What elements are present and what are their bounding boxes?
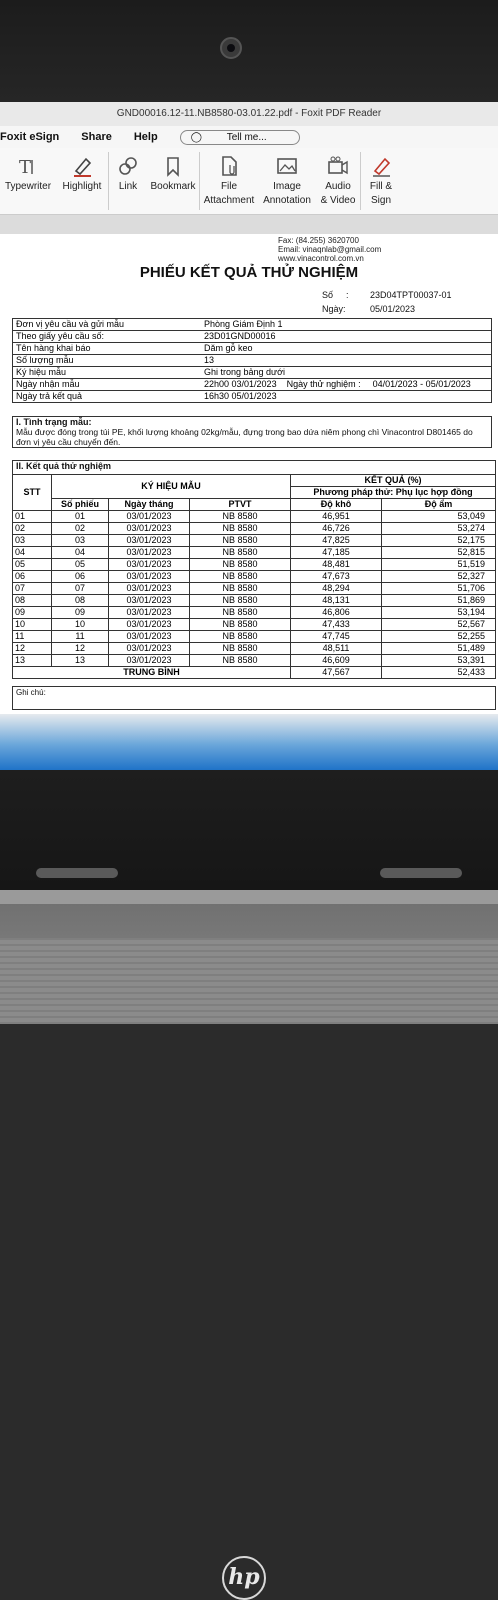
- menu-help[interactable]: Help: [133, 131, 158, 143]
- fax-line: Fax: (84.255) 3620700: [278, 236, 359, 245]
- hp-logo: hp: [222, 1556, 266, 1600]
- info-key: Ký hiệu mẫu: [13, 367, 180, 379]
- header-stt: STT: [13, 475, 52, 511]
- header-so-phieu: Số phiếu: [52, 499, 109, 511]
- ribbon-toolbar: [0, 148, 498, 215]
- cell-ptvt: NB 8580: [190, 643, 291, 655]
- cell-so-phieu: 11: [52, 631, 109, 643]
- cell-do-am: 53,049: [382, 511, 496, 523]
- header-ket-qua: KẾT QUẢ (%): [291, 475, 496, 487]
- info-row: [13, 319, 492, 331]
- info-key: Số lượng mẫu: [13, 355, 180, 367]
- info-value-text: Phòng Giám Định 1: [204, 319, 283, 329]
- image-annotation-label: Image Annotation: [263, 181, 311, 206]
- cell-ngay-thang: 03/01/2023: [109, 655, 190, 667]
- sample-info-table: [12, 318, 492, 403]
- section2-title: II. Kết quả thử nghiệm: [12, 460, 496, 474]
- cell-do-am: 52,175: [382, 535, 496, 547]
- cell-ptvt: NB 8580: [190, 511, 291, 523]
- cell-so-phieu: 02: [52, 523, 109, 535]
- info-key: Tên hàng khai báo: [13, 343, 180, 355]
- typewriter-button[interactable]: [0, 148, 56, 194]
- window-titlebar: [0, 102, 498, 126]
- cell-ngay-thang: 03/01/2023: [109, 535, 190, 547]
- note-box: [12, 686, 496, 710]
- cell-do-kho: 47,185: [291, 547, 382, 559]
- cell-so-phieu: 03: [52, 535, 109, 547]
- cell-ptvt: NB 8580: [190, 655, 291, 667]
- ngay-label: Ngày:: [322, 304, 346, 314]
- info-value-text: Ghi trong bảng dưới: [204, 367, 285, 377]
- cell-stt: 10: [13, 619, 52, 631]
- cell-so-phieu: 10: [52, 619, 109, 631]
- menu-share[interactable]: Share: [81, 131, 112, 143]
- cell-do-kho: 48,294: [291, 583, 382, 595]
- cell-do-am: 52,567: [382, 619, 496, 631]
- section1-title: I. Tình trạng mẫu:: [16, 417, 92, 427]
- cell-stt: 04: [13, 547, 52, 559]
- info-value: [179, 367, 492, 379]
- hinge-right: [380, 868, 462, 878]
- laptop-top-bezel: [0, 0, 498, 102]
- table-row: [13, 559, 496, 571]
- cell-ngay-thang: 03/01/2023: [109, 547, 190, 559]
- website-line: www.vinacontrol.com.vn: [278, 254, 364, 263]
- cell-ptvt: NB 8580: [190, 571, 291, 583]
- info-value-text: 13: [204, 355, 215, 365]
- cell-stt: 09: [13, 607, 52, 619]
- cell-do-am: 52,255: [382, 631, 496, 643]
- note-label: Ghi chú:: [16, 688, 46, 697]
- audio-video-label: Audio & Video: [320, 181, 356, 206]
- highlight-icon: [70, 154, 94, 178]
- cell-do-am: 51,706: [382, 583, 496, 595]
- cell-do-am: 53,391: [382, 655, 496, 667]
- file-attachment-icon: [217, 154, 241, 178]
- contact-block: [278, 236, 381, 263]
- info-value-text: 23D01GND00016: [204, 331, 276, 341]
- info-key: Ngày trả kết quả: [13, 391, 180, 403]
- so-label: Số: [322, 290, 334, 300]
- cell-ptvt: NB 8580: [190, 607, 291, 619]
- info-row: [13, 331, 492, 343]
- cell-so-phieu: 07: [52, 583, 109, 595]
- bookmark-label: Bookmark: [150, 181, 196, 192]
- cell-stt: 13: [13, 655, 52, 667]
- cell-stt: 07: [13, 583, 52, 595]
- document-title: PHIẾU KẾT QUẢ THỬ NGHIỆM: [139, 264, 359, 281]
- table-row: [13, 523, 496, 535]
- table-row: [13, 631, 496, 643]
- link-icon: [116, 154, 140, 178]
- speaker-grille: [0, 938, 498, 1024]
- link-button[interactable]: [109, 148, 147, 194]
- table-row: [13, 535, 496, 547]
- fill-sign-label: Fill & Sign: [369, 181, 393, 206]
- table-row: [13, 655, 496, 667]
- cell-ngay-thang: 03/01/2023: [109, 619, 190, 631]
- results-table: [12, 474, 496, 679]
- info-row: [13, 391, 492, 403]
- info-secondary-label: Ngày thử nghiệm :: [286, 379, 361, 389]
- so-value: 23D04TPT00037-01: [370, 290, 452, 300]
- cell-ptvt: NB 8580: [190, 595, 291, 607]
- cell-stt: 06: [13, 571, 52, 583]
- cell-ngay-thang: 03/01/2023: [109, 631, 190, 643]
- table-row: [13, 619, 496, 631]
- info-value-text: 16h30 05/01/2023: [204, 391, 277, 401]
- cell-do-am: 52,327: [382, 571, 496, 583]
- table-row: [13, 511, 496, 523]
- hinge-left: [36, 868, 118, 878]
- cell-so-phieu: 05: [52, 559, 109, 571]
- cell-ngay-thang: 03/01/2023: [109, 511, 190, 523]
- info-value: [179, 319, 492, 331]
- info-value: [179, 343, 492, 355]
- cell-do-am: 51,869: [382, 595, 496, 607]
- header-ptvt: PTVT: [190, 499, 291, 511]
- cell-stt: 12: [13, 643, 52, 655]
- cell-so-phieu: 13: [52, 655, 109, 667]
- cell-so-phieu: 12: [52, 643, 109, 655]
- cell-do-kho: 48,511: [291, 643, 382, 655]
- bookmark-button[interactable]: [147, 148, 199, 194]
- document-gutter: [0, 215, 498, 235]
- cell-ptvt: NB 8580: [190, 583, 291, 595]
- tell-me-search[interactable]: [180, 130, 300, 145]
- email-line: Email: vinaqnlab@gmail.com: [278, 245, 382, 254]
- cell-do-am: 53,194: [382, 607, 496, 619]
- info-row: [13, 367, 492, 379]
- cell-stt: 01: [13, 511, 52, 523]
- image-annotation-icon: [275, 154, 299, 178]
- cell-do-kho: 47,673: [291, 571, 382, 583]
- menu-foxit-esign[interactable]: Foxit eSign: [0, 131, 60, 143]
- cell-stt: 05: [13, 559, 52, 571]
- cell-ngay-thang: 03/01/2023: [109, 607, 190, 619]
- cell-ngay-thang: 03/01/2023: [109, 571, 190, 583]
- info-secondary-value: 04/01/2023 - 05/01/2023: [372, 379, 471, 389]
- file-attachment-button[interactable]: [200, 148, 258, 208]
- cell-ngay-thang: 03/01/2023: [109, 523, 190, 535]
- cell-do-am: 51,519: [382, 559, 496, 571]
- table-row: [13, 595, 496, 607]
- cell-ptvt: NB 8580: [190, 559, 291, 571]
- cell-ptvt: NB 8580: [190, 619, 291, 631]
- info-row: [13, 379, 492, 391]
- cell-ngay-thang: 03/01/2023: [109, 643, 190, 655]
- table-row: [13, 643, 496, 655]
- typewriter-icon: [16, 154, 40, 178]
- typewriter-label: Typewriter: [4, 181, 52, 192]
- file-attachment-label: File Attachment: [203, 181, 255, 206]
- window-title: GND00016.12-11.NB8580-03.01.22.pdf - Foxit PDF Reader: [116, 108, 382, 119]
- info-value: [179, 379, 492, 391]
- sample-condition-section: [12, 416, 492, 448]
- info-key: Ngày nhận mẫu: [13, 379, 180, 391]
- cell-do-kho: 47,433: [291, 619, 382, 631]
- fill-sign-icon: [369, 154, 393, 178]
- cell-so-phieu: 06: [52, 571, 109, 583]
- table-row: [13, 583, 496, 595]
- header-ky-hieu: KÝ HIỆU MẪU: [52, 475, 291, 499]
- ngay-value: 05/01/2023: [370, 304, 416, 314]
- header-do-kho: Độ khô: [291, 499, 382, 511]
- info-key: Theo giấy yêu cầu số:: [13, 331, 180, 343]
- so-colon: :: [346, 290, 349, 300]
- info-value: [179, 355, 492, 367]
- cell-do-kho: 47,825: [291, 535, 382, 547]
- highlight-button[interactable]: [56, 148, 108, 194]
- desktop-wallpaper-strip: [0, 714, 498, 770]
- info-value-text: Dăm gỗ keo: [204, 343, 253, 353]
- info-value: [179, 391, 492, 403]
- header-phuong-phap: Phương pháp thử: Phụ lục hợp đồng: [291, 487, 496, 499]
- average-do-kho: 47,567: [291, 667, 382, 679]
- cell-ngay-thang: 03/01/2023: [109, 559, 190, 571]
- cell-do-am: 53,274: [382, 523, 496, 535]
- svg-text:T: T: [19, 157, 32, 177]
- cell-do-am: 52,815: [382, 547, 496, 559]
- cell-ngay-thang: 03/01/2023: [109, 583, 190, 595]
- info-row: [13, 355, 492, 367]
- cell-do-kho: 48,131: [291, 595, 382, 607]
- cell-ptvt: NB 8580: [190, 631, 291, 643]
- cell-do-kho: 46,609: [291, 655, 382, 667]
- audio-video-icon: [326, 154, 350, 178]
- pdf-page: [0, 234, 498, 714]
- highlight-label: Highlight: [62, 181, 102, 192]
- average-do-am: 52,433: [382, 667, 496, 679]
- image-annotation-button[interactable]: [258, 148, 316, 208]
- table-row: [13, 547, 496, 559]
- deck-edge: [0, 890, 498, 904]
- audio-video-button[interactable]: [316, 148, 360, 208]
- cell-so-phieu: 01: [52, 511, 109, 523]
- cell-ptvt: NB 8580: [190, 535, 291, 547]
- tell-me-label: Tell me...: [226, 131, 267, 143]
- cell-ngay-thang: 03/01/2023: [109, 595, 190, 607]
- webcam: [220, 37, 242, 59]
- cell-so-phieu: 08: [52, 595, 109, 607]
- info-row: [13, 343, 492, 355]
- cell-so-phieu: 04: [52, 547, 109, 559]
- header-do-am: Độ ẩm: [382, 499, 496, 511]
- info-key: Đơn vị yêu cầu và gửi mẫu: [13, 319, 180, 331]
- cell-ptvt: NB 8580: [190, 547, 291, 559]
- laptop-screen: [0, 102, 498, 770]
- cell-do-kho: 46,806: [291, 607, 382, 619]
- cell-stt: 11: [13, 631, 52, 643]
- cell-stt: 08: [13, 595, 52, 607]
- average-label: TRUNG BÌNH: [13, 667, 291, 679]
- bookmark-icon: [161, 154, 185, 178]
- cell-do-kho: 47,745: [291, 631, 382, 643]
- cell-do-kho: 46,726: [291, 523, 382, 535]
- fill-sign-button[interactable]: [361, 148, 401, 208]
- table-row: [13, 571, 496, 583]
- link-label: Link: [118, 181, 138, 192]
- lightbulb-icon: ◯: [190, 131, 205, 143]
- cell-ptvt: NB 8580: [190, 523, 291, 535]
- table-row: [13, 607, 496, 619]
- header-ngay-thang: Ngày tháng: [109, 499, 190, 511]
- info-value: [179, 331, 492, 343]
- cell-do-am: 51,489: [382, 643, 496, 655]
- info-value-text: 22h00 03/01/2023: [204, 379, 277, 389]
- cell-stt: 02: [13, 523, 52, 535]
- section1-text: Mẫu được đóng trong túi PE, khối lượng khoảng 02kg/mẫu, đựng trong bao dứa niêm phong chì Vinacontrol D801465 do đơn vị yêu cầu chuyển đến.: [16, 427, 473, 447]
- cell-do-kho: 46,951: [291, 511, 382, 523]
- menu-bar: [0, 126, 498, 148]
- cell-do-kho: 48,481: [291, 559, 382, 571]
- cell-stt: 03: [13, 535, 52, 547]
- cell-so-phieu: 09: [52, 607, 109, 619]
